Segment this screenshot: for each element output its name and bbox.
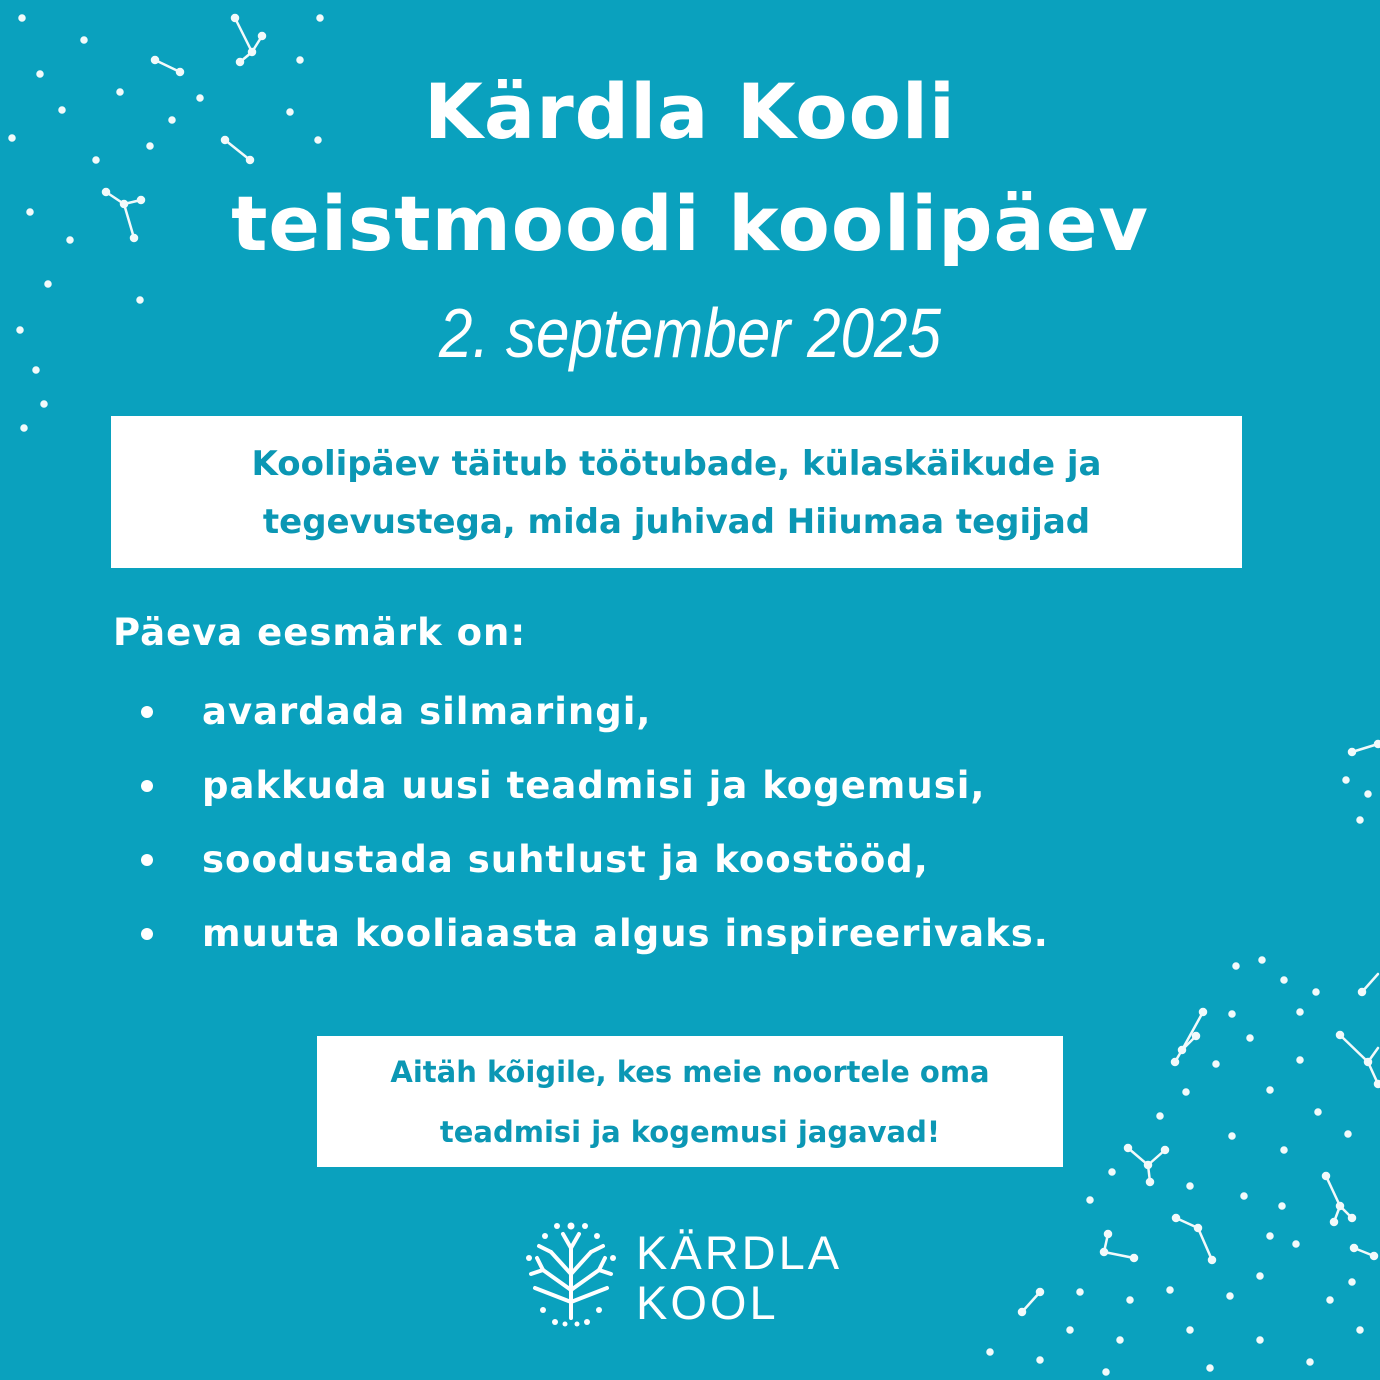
bullet-icon bbox=[141, 854, 153, 866]
intro-line-2: tegevustega, mida juhivad Hiiumaa tegijad bbox=[262, 502, 1091, 542]
bullet-icon bbox=[141, 780, 153, 792]
logo-line-2: KOOL bbox=[636, 1276, 779, 1329]
logo-line-1: KÄRDLA bbox=[636, 1226, 843, 1279]
goal-text: pakkuda uusi teadmisi ja kogemusi, bbox=[202, 764, 986, 807]
logo-wordmark bbox=[636, 1228, 842, 1328]
title-line-2: teistmoodi koolipäev bbox=[231, 179, 1149, 268]
intro-line-1: Koolipäev täitub töötubade, külaskäikude ja bbox=[251, 444, 1102, 484]
thanks-box bbox=[317, 1036, 1063, 1167]
tree-icon bbox=[525, 1218, 617, 1328]
event-date: 2. september 2025 bbox=[438, 294, 941, 372]
thanks-line-2: teadmisi ja kogemusi jagavad! bbox=[439, 1115, 941, 1149]
bullet-icon bbox=[141, 706, 153, 718]
thanks-line-1: Aitäh kõigile, kes meie noortele oma bbox=[390, 1055, 990, 1089]
intro-box bbox=[111, 416, 1242, 568]
goal-text: avardada silmaringi, bbox=[202, 690, 652, 733]
goal-text: soodustada suhtlust ja koostööd, bbox=[202, 838, 929, 881]
goal-text: muuta kooliaasta algus inspireerivaks. bbox=[202, 912, 1049, 955]
goals-heading: Päeva eesmärk on: bbox=[113, 611, 527, 654]
title-line-1: Kärdla Kooli bbox=[424, 67, 956, 156]
bullet-icon bbox=[141, 928, 153, 940]
